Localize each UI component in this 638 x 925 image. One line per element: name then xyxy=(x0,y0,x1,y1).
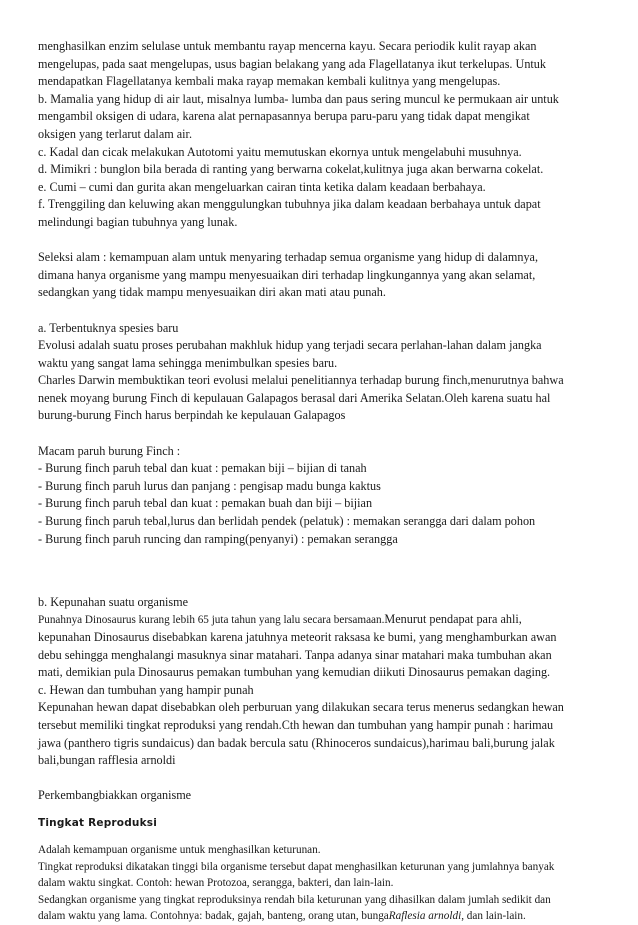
text-line: nenek moyang burung Finch di kepulauan Galapagos berasal dari Amerika Selatan.Oleh karena suatu hal xyxy=(38,390,551,405)
section-spesies-baru xyxy=(38,320,604,426)
text-line: oksigen yang terlarut dalam air. xyxy=(38,126,192,141)
spacer xyxy=(38,425,604,443)
text-run: Menurut pendapat para ahli, xyxy=(384,612,522,627)
list-item: - Burung finch paruh tebal,lurus dan berlidah pendek (pelatuk) : memakan serangga dari dalam pohon xyxy=(38,514,536,529)
text-line: Sedangkan organisme yang tingkat reproduksinya rendah bila keturunan yang dihasilkan dalam jumlah sedikit dan xyxy=(38,893,551,906)
spacer xyxy=(38,548,604,576)
list-item: - Burung finch paruh tebal dan kuat : pemakan buah dan biji – bijian xyxy=(38,496,373,511)
text-line: waktu yang sangat lama sehingga menimbulkan spesies baru. xyxy=(38,355,338,370)
text-line: e. Cumi – cumi dan gurita akan mengeluarkan cairan tinta ketika dalam keadaan berbahaya. xyxy=(38,179,486,194)
text-line: Adalah kemampuan organisme untuk menghasilkan keturunan. xyxy=(38,843,321,856)
list-title: Macam paruh burung Finch : xyxy=(38,443,181,458)
paragraph-rayap-continuation xyxy=(38,38,604,232)
document-page xyxy=(38,38,604,925)
text-line: dalam waktu singkat. Contoh: hewan Protozoa, serangga, bakteri, dan lain-lain. xyxy=(38,877,394,890)
text-run: , dan lain-lain. xyxy=(461,910,526,923)
text-line: melindungi bagian tubuhnya yang lunak. xyxy=(38,214,238,229)
text-line: mengambil oksigen di udara, karena alat pernapasannya berupa paru-paru yang tidak dapat mengikat xyxy=(38,109,530,124)
section-heading: Perkembangbiakkan organisme xyxy=(38,788,192,803)
text-line: bali,bungan rafflesia arnoldi xyxy=(38,753,176,768)
text-line: Kepunahan hewan dapat disebabkan oleh perburuan yang dilakukan secara terus menerus sedangkan hewan xyxy=(38,700,564,715)
text-line: Tingkat reproduksi dikatakan tinggi bila organisme tersebut dapat menghasilkan keturunan yang jumlahnya banyak xyxy=(38,860,555,873)
section-perkembangbiakan xyxy=(38,787,604,925)
text-line: d. Mimikri : bunglon bila berada di ranting yang berwarna cokelat,kulitnya juga akan berwarna cokelat. xyxy=(38,162,544,177)
text-line: Seleksi alam : kemampuan alam untuk menyaring terhadap semua organisme yang hidup di dalamnya, xyxy=(38,250,539,265)
text-line: mati, demikian pula Dinosaurus pemakan tumbuhan yang kemudian diikuti Dinosaurus pemakan daging. xyxy=(38,665,551,680)
text-line: jawa (panthero tigris sundaicus) dan badak bercula satu (Rhinoceros sundaicus),harimau bali,burung jalak xyxy=(38,735,555,750)
text-line: sedangkan yang tidak mampu menyesuaikan diri akan mati atau punah. xyxy=(38,285,386,300)
section-heading: a. Terbentuknya spesies baru xyxy=(38,320,179,335)
text-line: dimana hanya organisme yang mampu menyesuaikan diri terhadap lingkungannya yang akan selamat, xyxy=(38,267,536,282)
text-line: menghasilkan enzim selulase untuk membantu rayap mencerna kayu. Secara periodik kulit rayap akan xyxy=(38,39,537,53)
text-run: Punahnya Dinosaurus kurang lebih 65 juta tahun yang lalu secara bersamaan. xyxy=(38,614,385,627)
text-line xyxy=(38,908,604,925)
text-run-italic: Raflesia arnoldi xyxy=(388,910,462,923)
text-line: kepunahan Dinosaurus disebabkan karena jatuhnya meteorit raksasa ke bumi, yang menghamburkan awan xyxy=(38,630,557,644)
list-item: - Burung finch paruh lurus dan panjang : pengisap madu bunga kaktus xyxy=(38,478,381,493)
spacer xyxy=(38,576,604,594)
spacer xyxy=(38,302,604,320)
text-line: mengelupas, pada saat mengelupas, usus bagian belakang yang ada Flagellatanya ikut terkelupas. Untuk xyxy=(38,56,546,71)
text-line: burung-burung Finch harus berpindah ke kepulauan Galapagos xyxy=(38,408,346,423)
section-heading: b. Kepunahan suatu organisme xyxy=(38,594,189,609)
text-line: f. Trenggiling dan keluwing akan menggulungkan tubuhnya jika dalam keadaan berbahaya untuk dapat xyxy=(38,197,541,212)
text-line: Charles Darwin membuktikan teori evolusi melalui penelitiannya terhadap burung finch,menurutnya bahwa xyxy=(38,373,564,388)
text-line: tersebut memiliki tingkat reproduksi yang rendah.Cth hewan dan tumbuhan yang hampir punah : harimau xyxy=(38,717,554,732)
paragraph-seleksi-alam xyxy=(38,249,604,302)
text-line: mendapatkan Flagellatanya kembali maka rayap memakan kembali kulitnya yang mengelupas. xyxy=(38,74,501,89)
section-kepunahan xyxy=(38,594,604,770)
text-run: dalam waktu yang lama. Contohnya: badak, gajah, banteng, orang utan, bunga xyxy=(38,910,389,923)
list-paruh-finch xyxy=(38,443,604,549)
subheading-tingkat-reproduksi: Tingkat Reproduksi xyxy=(38,817,158,830)
spacer xyxy=(38,770,604,788)
text-line: c. Kadal dan cicak melakukan Autotomi yaitu memutuskan ekornya untuk mengelabuhi musuhnya. xyxy=(38,144,522,159)
text-line: b. Mamalia yang hidup di air laut, misalnya lumba- lumba dan paus sering muncul ke permukaan air untuk xyxy=(38,91,559,106)
list-item: - Burung finch paruh runcing dan ramping(penyanyi) : pemakan serangga xyxy=(38,531,398,546)
text-line xyxy=(38,611,604,629)
text-line: Evolusi adalah suatu proses perubahan makhluk hidup yang terjadi secara perlahan-lahan dalam jangka xyxy=(38,338,542,353)
text-line: debu sehingga menghalangi masuknya sinar matahari. Tanpa adanya sinar matahari maka tumbuhan akan xyxy=(38,647,552,662)
spacer xyxy=(38,232,604,250)
list-item: - Burung finch paruh tebal dan kuat : pemakan biji – bijian di tanah xyxy=(38,461,367,476)
section-heading: c. Hewan dan tumbuhan yang hampir punah xyxy=(38,682,254,697)
